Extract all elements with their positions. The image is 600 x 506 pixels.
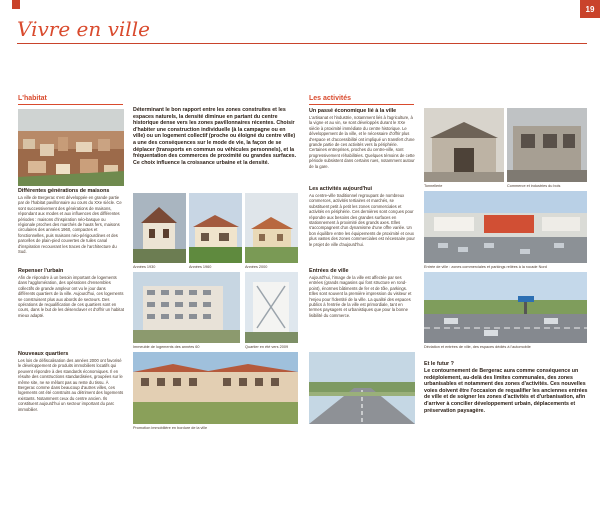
page-number: 19 — [580, 0, 600, 18]
housing-development-photo — [133, 352, 298, 424]
entrance-road-photo — [424, 272, 587, 343]
block-title-repenser: Repenser l'urbain — [18, 268, 64, 274]
section-rule-activites — [309, 104, 414, 105]
future-text: Le contournement de Bergerac aura comme conséquence un redéploiement, au-delà des limites communales, des zones urbanisables et notamment des zones d'activités. Ces nouvelles voies doivent être l'occasion de requalifier les anciennes entrées de ville et de soigner les zones d'activités et d'urbanisation, afin d'arriver à concilier développement urbain, déplacements et préservation paysagère. — [424, 368, 588, 414]
caption-renovation: Immeuble de logements des années 60 — [133, 345, 200, 349]
block-title-aujourdhui: Les activités aujourd'hui — [309, 186, 372, 192]
caption-ancien: Commerce et industries du bois — [507, 184, 561, 188]
caption-summer: Quartier en été vers 2009 — [245, 345, 289, 349]
habitat-intro: Déterminant le bon rapport entre les zones construites et les espaces naturels, la densité diminue en partant du centre historique dense vers les zones pavillonnaires récentes. Choisir d'habiter une construction individuelle (à la campagne ou en ville) ou un logement collectif (proche ou éloigné du centre ville) a une des conséquences sur le mode de vie, la façon de se déplacer (transports en commun ou véhicules personnels), et la fréquentation des commerces de proximité ou grandes surfaces. Ce choix influence la croissance urbaine et la densité. — [133, 107, 297, 166]
road-entrance-photo — [309, 352, 415, 424]
caption-promotion: Promotion immobilière en bordure de la ville — [133, 426, 208, 430]
future-title: Et le futur ? — [424, 361, 454, 367]
tonnellerie-photo — [424, 108, 504, 182]
modern-building-photo — [245, 272, 298, 343]
block-text-passe: L'artisanat et l'industrie, notamment liés à l'agriculture, à la vigne et au vin, se sont développés durant le XXe siècle à proximité immédiate du centre historique. Le développement de la ville, et le nécessaire d'offrir plus d'espace et d'accessibilité ont impliqué un transfert d'une grande partie de ces activités vers la périphérie. Certaines entreprises, proches du centre-ville, sont progressivement réhabilitées. Quelques témoins de cette période subsistent dans certains rues, notamment autour de la gare. — [309, 115, 415, 169]
block-text-nouveaux: Les lois de défiscalisation des années 2000 ont favorisé le développement de produits immobiliers locatifs qui peuvent répondre à des standards économiques. Il en résulte des constructions standardisées, groupées sur le même site, ne se mêlant pas au reste du tissu. À Bergerac comme dans beaucoup d'autres villes, ces logements ont été construits au détriment des logements existants. Notamment ceux du centre ancien. Ils constituent aujourd'hui un secteur important du parc immobilier. — [18, 358, 124, 412]
house-2000-photo — [245, 193, 298, 263]
section-heading-activites: Les activités — [309, 95, 352, 102]
block-title-passe: Un passé économique lié à la ville — [309, 108, 397, 114]
apartment-block-photo — [133, 272, 240, 343]
house-1930-photo — [133, 193, 186, 263]
section-rule-habitat — [18, 104, 123, 105]
commercial-zone-photo — [424, 191, 587, 263]
block-title-entrees: Entrées de ville — [309, 268, 349, 274]
block-title-generations: Différentes générations de maisons — [18, 188, 110, 194]
house-1960-photo — [189, 193, 242, 263]
title-divider — [17, 43, 587, 44]
caption-1930: Années 1930 — [133, 265, 156, 269]
caption-entree: Déviation et entrées de ville, des espaces dédiés à l'automobile — [424, 345, 531, 349]
aerial-town-photo — [18, 109, 124, 186]
page-title: Vivre en ville — [17, 17, 150, 41]
block-text-repenser: Afin de répondre à un besoin important de logements dans l'agglomération, des opérations d'ensembles collectifs de grande ampleur ont vu le jour dans différents quartiers de la ville. Aujourd'hui, ces logements se construisent plus aux abords de secteurs. Des opérations de requalification de ces quartiers sont en cours, dans le but de les désenclaver et d'offrir un habitat mieux adapté. — [18, 275, 124, 318]
old-industry-photo — [507, 108, 587, 182]
caption-zones: Entrée de ville : zones commerciales et parkings reliées à la rocade Nord — [424, 265, 547, 269]
block-text-aujourdhui: Au centre-ville traditionnel regroupant de nombreux commerces, activités tertiaires et marchés, se substituent petit à petit les zones commerciales et activités en périphérie. Ces dernières sont conçues pour répondre aux besoins des grandes surfaces en stationnement à proximité des grands axes. Elles s'accompagnent d'un dynamisme d'une offre variée. Un bon équilibre entre les équipements de proximité et ceux plus vastes des zones commerciales est nécessaire pour le projet de ville d'aujourd'hui. — [309, 193, 415, 247]
block-title-nouveaux: Nouveaux quartiers — [18, 351, 69, 357]
corner-tab — [12, 0, 20, 9]
caption-1960: Années 1960 — [189, 265, 212, 269]
section-heading-habitat: L'habitat — [18, 95, 47, 102]
caption-tonnellerie: Tonnellerie — [424, 184, 443, 188]
block-text-entrees: Aujourd'hui, l'image de la ville est affectée par ses entrées (grands magasins qui font structure en rond-point), énormes bâtiments de fer et de tôle, parkings. Elles sont souvent la première impression du visiteur et l'enjeu pour l'identité de la ville. La qualité des espaces publics à l'entrée de la ville est primordiale, tant en termes paysagers et urbanistiques que pour la bonne lisibilité du commerce. — [309, 275, 412, 318]
caption-2000: Années 2000 — [245, 265, 268, 269]
block-text-generations: La ville de Bergerac s'est développée en grande partie par de l'habitat pavillonnaire au cours du XXe siècle. Ce sont successivement des générations de maisons, répondant aux modes et aux influences des différentes périodes : maisons d'inspiration néo-basque ou régionale proches des marchés de hauts fers, maisons circulaires des années 1960, compactes et fonctionnelles, puis maisons néo-périgourdines et des parcelles de plain-pied couvertes de tuiles canal d'inspiration recouvrant les traces de l'architecture du Sud. — [18, 195, 122, 255]
